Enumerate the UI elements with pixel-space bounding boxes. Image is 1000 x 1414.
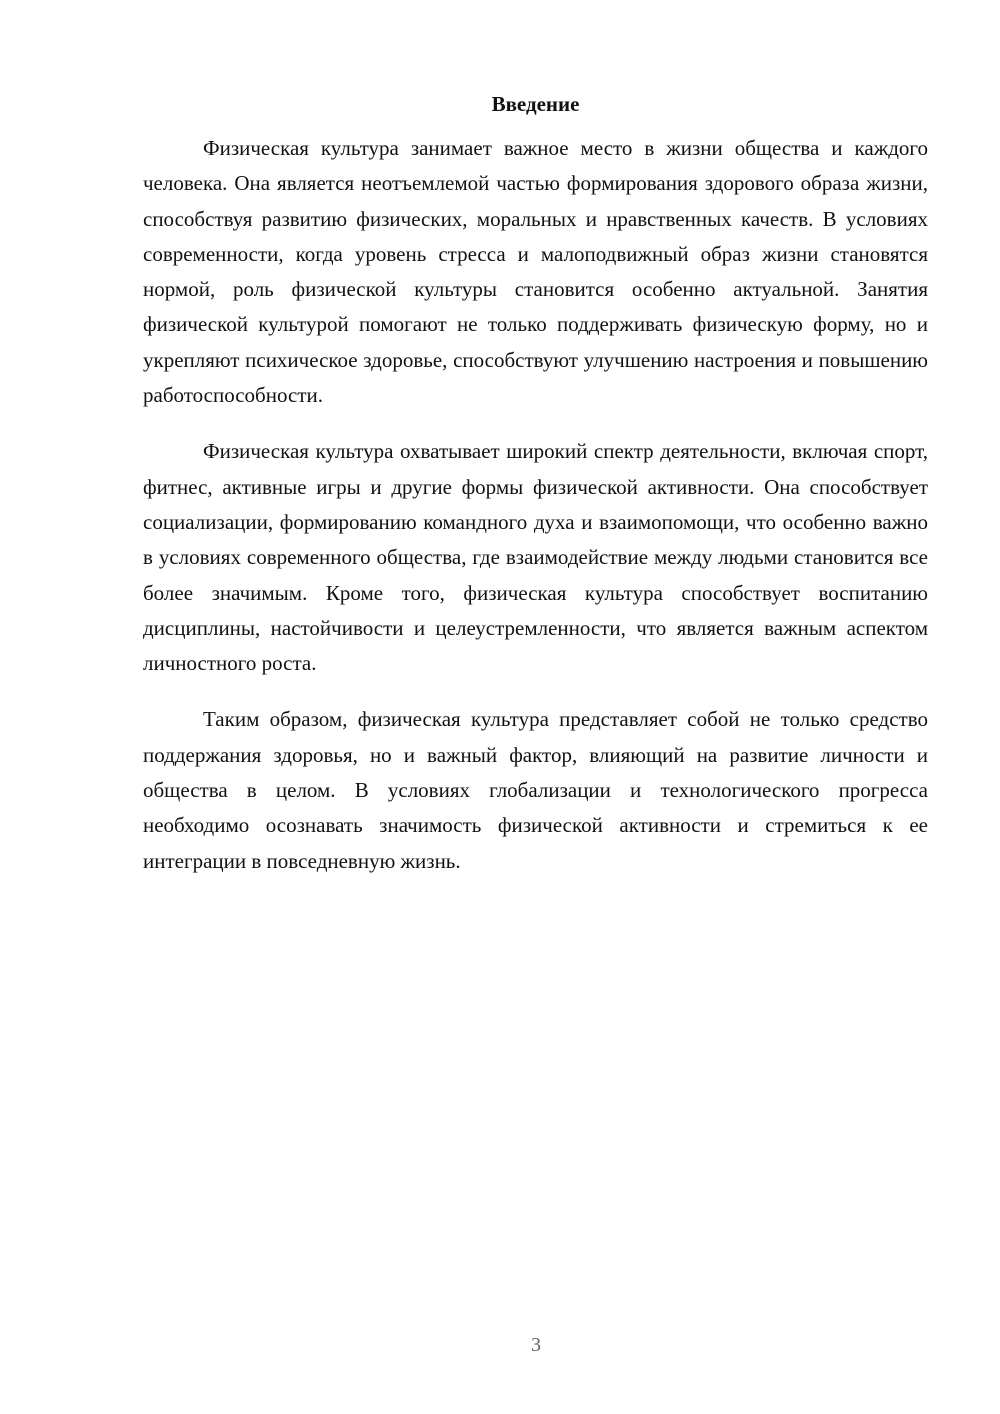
section-heading: Введение [491,92,580,116]
paragraph-3: Таким образом, физическая культура представляет собой не только средство поддержания здоровья, но и важный фактор, влияющий на развитие личности и общества в целом. В условиях глобализации и технологического прогресса необходимо осознавать значимость физической активности и стремиться к ее интеграции в повседневную жизнь. [143,707,928,873]
page-number: 3 [531,1334,541,1356]
paragraph-2: Физическая культура охватывает широкий спектр деятельности, включая спорт, фитнес, активные игры и другие формы физической активности. Она способствует социализации, формированию командного духа и взаимопомощи, что особенно важно в условиях современного общества, где взаимодействие между людьми становится все более значимым. Кроме того, физическая культура способствует воспитанию дисциплины, настойчивости и целеустремленности, что является важным аспектом личностного роста. [143,439,928,676]
page-content [143,94,928,900]
paragraph-1: Физическая культура занимает важное место в жизни общества и каждого человека. Она является неотъемлемой частью формирования здорового образа жизни, способствуя развитию физических, моральных и нравственных качеств. В условиях современности, когда уровень стресса и малоподвижный образ жизни становятся нормой, роль физической культуры становится особенно актуальной. Занятия физической культурой помогают не только поддерживать физическую форму, но и укрепляют психическое здоровье, способствуют улучшению настроения и повышению работоспособности. [143,136,928,408]
